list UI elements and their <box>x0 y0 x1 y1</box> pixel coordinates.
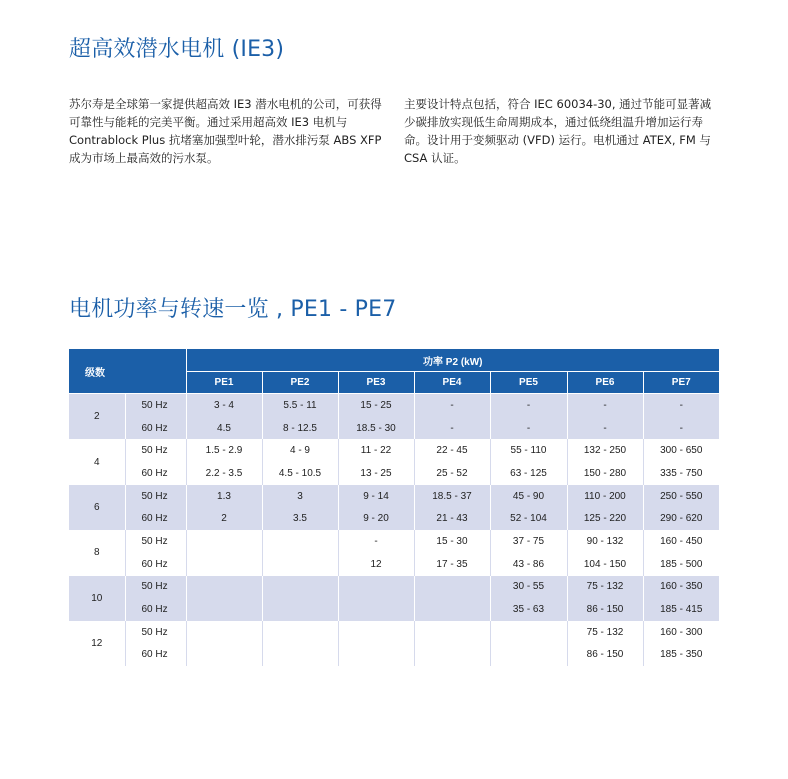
intro-paragraph-right: 主要设计特点包括，符合 IEC 60034-30, 通过节能可显著减少碳排放实现低生命周期成本，通过低绕组温升增加运行寿命。设计用于变频驱动 (VFD) 运行。电机通过 ATEX, FM 与 CSA 认证。 <box>404 97 712 165</box>
power-value-cell <box>262 530 338 553</box>
column-header-pe7: PE7 <box>643 372 719 394</box>
power-value-cell <box>262 576 338 599</box>
column-header-pe6: PE6 <box>567 372 643 394</box>
power-value-cell: 86 - 150 <box>567 644 643 667</box>
section-title-motor-power-overview: 电机功率与转速一览 , PE1 - PE7 <box>69 297 397 322</box>
column-header-pe1: PE1 <box>186 372 262 394</box>
pole-count-cell: 2 <box>69 394 125 440</box>
frequency-cell: 60 Hz <box>125 553 186 576</box>
power-value-cell: 17 - 35 <box>414 553 490 576</box>
frequency-cell: 50 Hz <box>125 485 186 508</box>
power-value-cell: - <box>490 394 567 417</box>
power-value-cell: 13 - 25 <box>338 462 414 485</box>
frequency-cell: 50 Hz <box>125 576 186 599</box>
power-value-cell <box>490 621 567 644</box>
power-value-cell: 75 - 132 <box>567 576 643 599</box>
power-value-cell: 185 - 350 <box>643 644 719 667</box>
power-value-cell <box>262 644 338 667</box>
power-value-cell: 90 - 132 <box>567 530 643 553</box>
header-power: 功率 P2 (kW) <box>186 349 719 372</box>
power-value-cell <box>490 644 567 667</box>
pole-count-cell: 6 <box>69 485 125 530</box>
table-row <box>69 621 719 644</box>
table-row <box>69 439 719 462</box>
frequency-cell: 50 Hz <box>125 439 186 462</box>
power-value-cell: 160 - 300 <box>643 621 719 644</box>
frequency-cell: 50 Hz <box>125 621 186 644</box>
frequency-cell: 60 Hz <box>125 417 186 440</box>
power-value-cell: - <box>643 394 719 417</box>
table-row <box>69 576 719 599</box>
power-value-cell: 35 - 63 <box>490 598 567 621</box>
frequency-cell: 60 Hz <box>125 598 186 621</box>
power-value-cell <box>186 576 262 599</box>
frequency-cell: 60 Hz <box>125 644 186 667</box>
power-value-cell: 104 - 150 <box>567 553 643 576</box>
pole-count-cell: 10 <box>69 576 125 621</box>
pole-count-cell: 4 <box>69 439 125 484</box>
power-value-cell: 45 - 90 <box>490 485 567 508</box>
power-value-cell: 3 - 4 <box>186 394 262 417</box>
power-value-cell: - <box>338 530 414 553</box>
power-value-cell: 9 - 14 <box>338 485 414 508</box>
power-value-cell <box>186 530 262 553</box>
power-value-cell: 1.5 - 2.9 <box>186 439 262 462</box>
power-value-cell: 25 - 52 <box>414 462 490 485</box>
power-value-cell <box>186 621 262 644</box>
intro-paragraph-left: 苏尔寿是全球第一家提供超高效 IE3 潜水电机的公司，可获得可靠性与能耗的完美平衡。通过采用超高效 IE3 电机与 Contrablock Plus 抗堵塞加强型叶轮，潜水排污泵 ABS XFP 成为市场上最高效的污水泵。 <box>69 97 382 165</box>
power-value-cell: 9 - 20 <box>338 507 414 530</box>
power-value-cell <box>186 553 262 576</box>
power-value-cell: 18.5 - 37 <box>414 485 490 508</box>
power-value-cell <box>186 644 262 667</box>
table-row <box>69 530 719 553</box>
power-value-cell: 185 - 415 <box>643 598 719 621</box>
frequency-cell: 50 Hz <box>125 394 186 417</box>
power-value-cell: - <box>414 417 490 440</box>
power-value-cell: - <box>567 417 643 440</box>
table-row <box>69 598 719 621</box>
power-value-cell: 250 - 550 <box>643 485 719 508</box>
power-value-cell: 30 - 55 <box>490 576 567 599</box>
section-title-ie3-motor: 超高效潜水电机 (IE3) <box>69 37 285 62</box>
power-value-cell: 75 - 132 <box>567 621 643 644</box>
power-value-cell: 300 - 650 <box>643 439 719 462</box>
power-value-cell: 160 - 450 <box>643 530 719 553</box>
power-value-cell: 22 - 45 <box>414 439 490 462</box>
power-value-cell: 4.5 - 10.5 <box>262 462 338 485</box>
power-value-cell: 3 <box>262 485 338 508</box>
column-header-pe4: PE4 <box>414 372 490 394</box>
power-value-cell: 290 - 620 <box>643 507 719 530</box>
power-value-cell: - <box>490 417 567 440</box>
power-value-cell: 335 - 750 <box>643 462 719 485</box>
power-value-cell: 55 - 110 <box>490 439 567 462</box>
column-header-pe2: PE2 <box>262 372 338 394</box>
power-value-cell: 110 - 200 <box>567 485 643 508</box>
pole-count-cell: 8 <box>69 530 125 575</box>
power-value-cell: 125 - 220 <box>567 507 643 530</box>
power-value-cell <box>262 621 338 644</box>
table-row <box>69 485 719 508</box>
power-value-cell <box>414 621 490 644</box>
power-value-cell: 160 - 350 <box>643 576 719 599</box>
power-value-cell: 18.5 - 30 <box>338 417 414 440</box>
power-value-cell: - <box>414 394 490 417</box>
power-value-cell: 52 - 104 <box>490 507 567 530</box>
power-value-cell: 2 <box>186 507 262 530</box>
power-value-cell: 15 - 25 <box>338 394 414 417</box>
power-value-cell: 21 - 43 <box>414 507 490 530</box>
table-row <box>69 553 719 576</box>
power-value-cell: 150 - 280 <box>567 462 643 485</box>
frequency-cell: 50 Hz <box>125 530 186 553</box>
power-value-cell: 185 - 500 <box>643 553 719 576</box>
power-value-cell <box>414 598 490 621</box>
power-value-cell: 86 - 150 <box>567 598 643 621</box>
frequency-cell: 60 Hz <box>125 507 186 530</box>
power-value-cell: 4 - 9 <box>262 439 338 462</box>
power-value-cell: 4.5 <box>186 417 262 440</box>
power-value-cell <box>262 598 338 621</box>
power-value-cell: 1.3 <box>186 485 262 508</box>
power-value-cell: 43 - 86 <box>490 553 567 576</box>
table-row <box>69 417 719 440</box>
header-poles: 级数 <box>69 349 186 394</box>
column-header-pe3: PE3 <box>338 372 414 394</box>
power-value-cell <box>338 644 414 667</box>
power-value-cell: 63 - 125 <box>490 462 567 485</box>
power-value-cell: 11 - 22 <box>338 439 414 462</box>
table-row <box>69 462 719 485</box>
power-value-cell: 37 - 75 <box>490 530 567 553</box>
power-value-cell <box>186 598 262 621</box>
pole-count-cell: 12 <box>69 621 125 666</box>
power-value-cell <box>338 621 414 644</box>
column-header-pe5: PE5 <box>490 372 567 394</box>
power-value-cell <box>338 576 414 599</box>
table-row <box>69 507 719 530</box>
power-value-cell <box>414 644 490 667</box>
table-row <box>69 394 719 417</box>
power-value-cell <box>414 576 490 599</box>
power-value-cell: - <box>567 394 643 417</box>
table-row <box>69 644 719 667</box>
power-value-cell: 2.2 - 3.5 <box>186 462 262 485</box>
power-value-cell: 12 <box>338 553 414 576</box>
power-value-cell: 15 - 30 <box>414 530 490 553</box>
power-value-cell: 3.5 <box>262 507 338 530</box>
motor-power-table <box>69 349 719 666</box>
frequency-cell: 60 Hz <box>125 462 186 485</box>
power-value-cell <box>338 598 414 621</box>
power-value-cell: 8 - 12.5 <box>262 417 338 440</box>
power-value-cell: 132 - 250 <box>567 439 643 462</box>
power-value-cell: - <box>643 417 719 440</box>
power-value-cell <box>262 553 338 576</box>
power-value-cell: 5.5 - 11 <box>262 394 338 417</box>
